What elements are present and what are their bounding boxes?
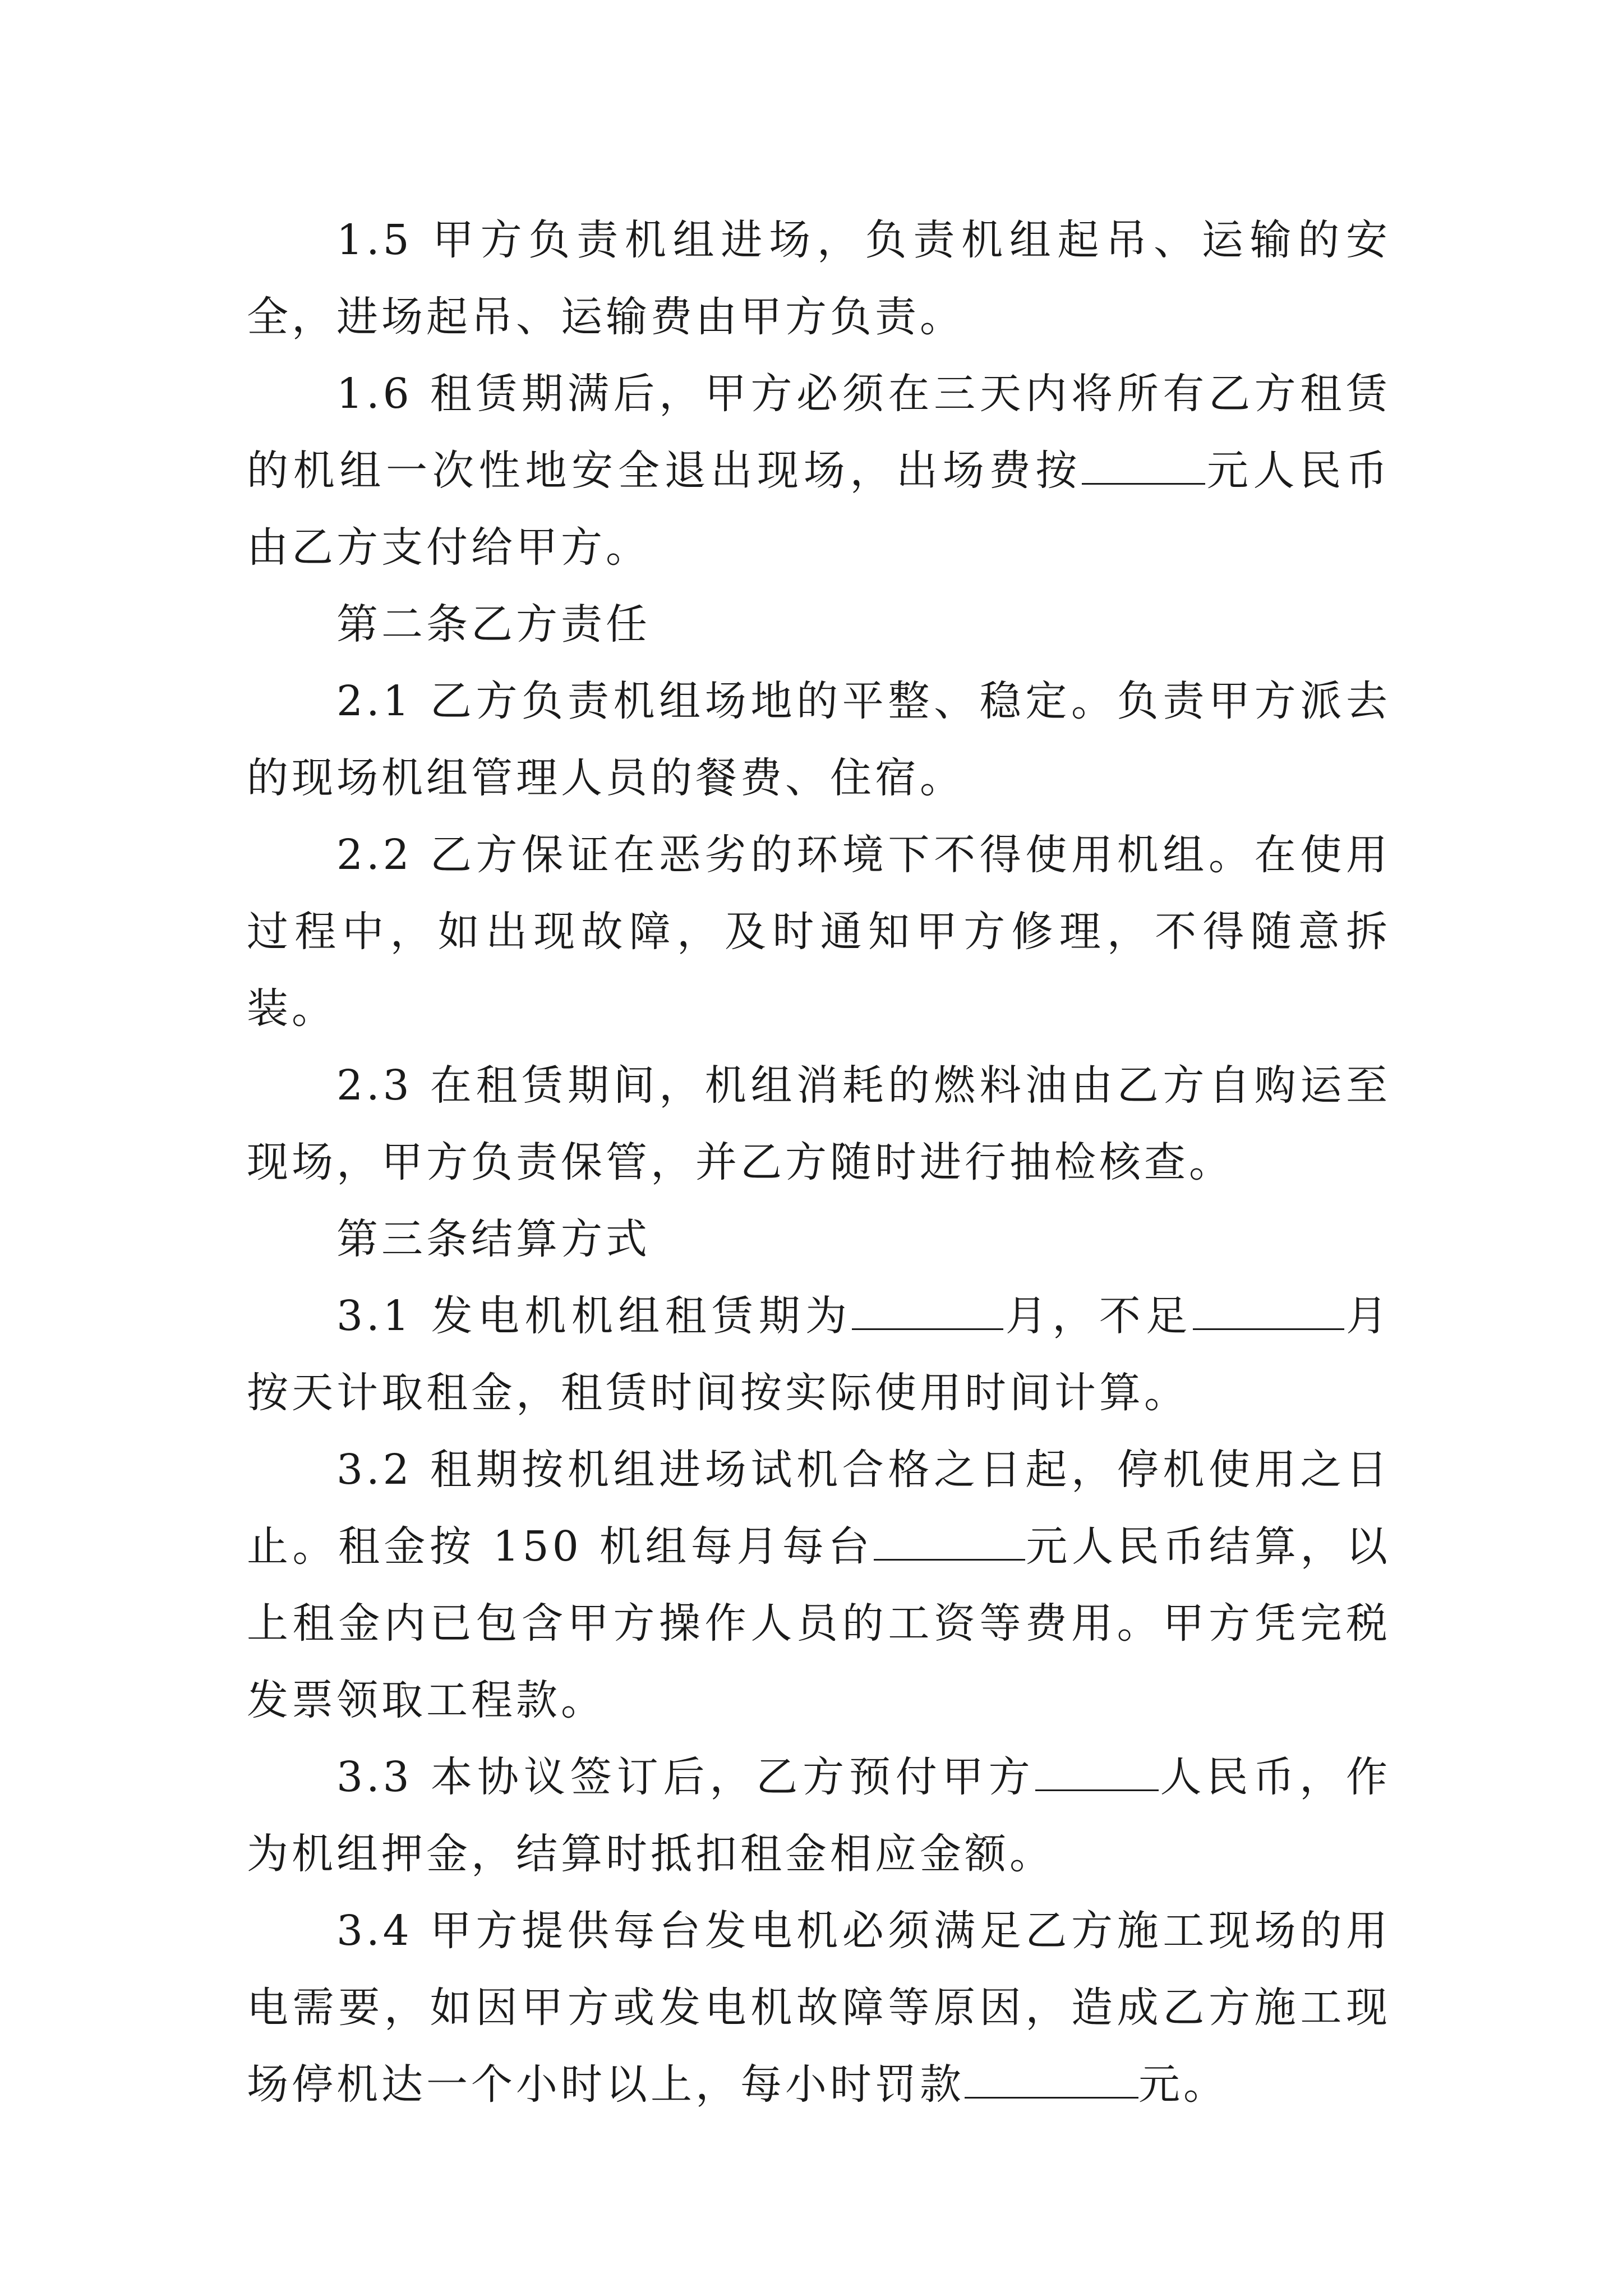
lease-months-blank [852,1295,1003,1330]
article-3-heading [247,1201,1391,1278]
clause-3-4-text-b: 元。 [1138,2060,1228,2109]
clause-3-1-text-b: 月，不足 [1003,1292,1193,1340]
clause-3-4 [247,1893,1391,2123]
clause-1-5-text: 1.5 甲方负责机组进场，负责机组起吊、运输的安全，进场起吊、运输费由甲方负责。 [247,216,1391,341]
clause-3-2-text-a: 3.2 租期按机组进场试机合格之日起，停机使用之日止。租金按 150 机组每月每台 [247,1446,1391,1571]
clause-3-4-text-a: 3.4 甲方提供每台发电机必须满足乙方施工现场的用电需要，如因甲方或发电机故障等原因，造成乙方施工现场停机达一个小时以上，每小时罚款 [247,1907,1391,2109]
clause-3-2 [247,1432,1391,1739]
clause-3-1-text-a: 3.1 发电机机组租赁期为 [336,1292,852,1340]
exit-fee-blank [1082,449,1205,485]
partial-months-blank [1193,1295,1344,1330]
clause-2-3 [247,1047,1391,1201]
clause-3-3-text-b: 人民币，作为机组押金，结算时抵扣租金相应金额。 [247,1753,1391,1878]
clause-1-6-text-a: 1.6 租赁期满后，甲方必须在三天内将所有乙方租赁的机组一次性地安全退出现场，出场费按 [247,370,1391,495]
clause-3-1 [247,1278,1391,1432]
clause-3-2-text-b: 元人民币结算，以上租金内已包含甲方操作人员的工资等费用。甲方凭完税发票领取工程款。 [247,1522,1391,1724]
article-3-title: 第三条结算方式 [336,1215,651,1263]
clause-2-2 [247,817,1391,1047]
clause-2-1-text: 2.1 乙方负责机组场地的平整、稳定。负责甲方派去的现场机组管理人员的餐费、住宿。 [247,677,1391,802]
deposit-blank [1035,1756,1159,1791]
clause-1-6 [247,356,1391,586]
clause-3-1-text-c: 月按天计取租金，租赁时间按实际使用时间计算。 [247,1292,1391,1417]
clause-2-3-text: 2.3 在租赁期间，机组消耗的燃料油由乙方自购运至现场，甲方负责保管，并乙方随时进行抽检核查。 [247,1061,1391,1186]
clause-3-3-text-a: 3.3 本协议签订后，乙方预付甲方 [336,1753,1035,1801]
article-2-title: 第二条乙方责任 [336,600,651,648]
clause-1-5 [247,202,1391,356]
clause-1-6-text-b: 元人民币由乙方支付给甲方。 [247,447,1391,572]
clause-3-3 [247,1739,1391,1893]
article-2-heading [247,586,1391,663]
clause-2-2-text: 2.2 乙方保证在恶劣的环境下不得使用机组。在使用过程中，如出现故障，及时通知甲方修理，不得随意拆装。 [247,831,1391,1033]
clause-2-1 [247,663,1391,817]
monthly-rent-blank [874,1525,1025,1561]
document-body [247,202,1391,2123]
hourly-penalty-blank [965,2063,1138,2099]
